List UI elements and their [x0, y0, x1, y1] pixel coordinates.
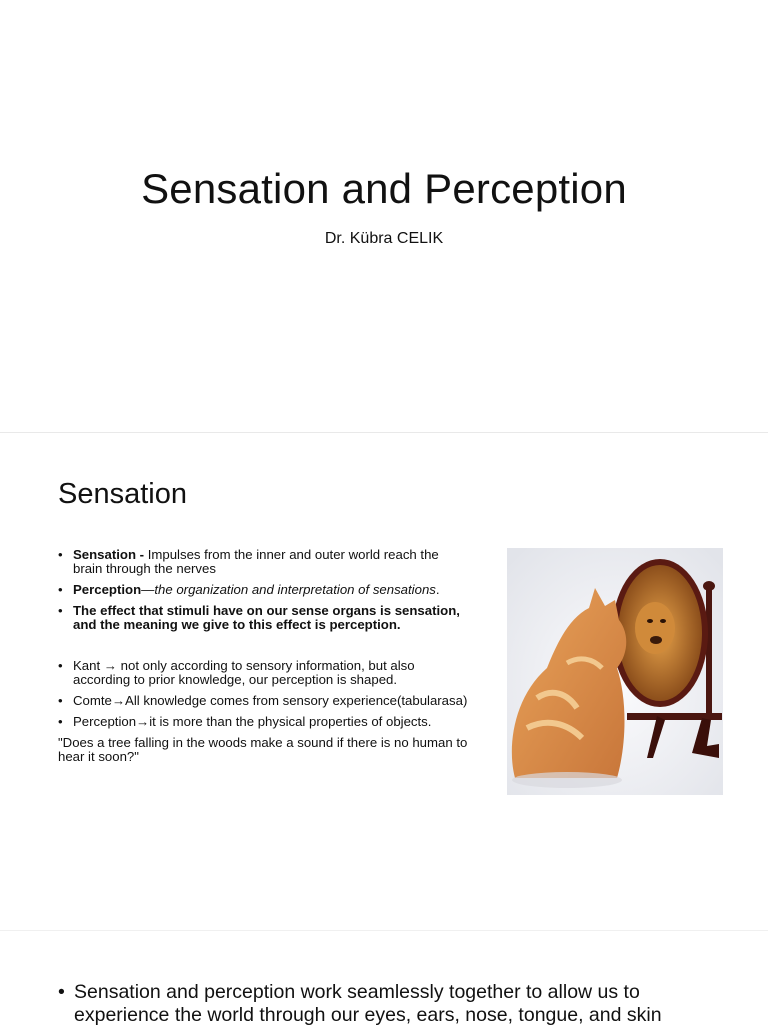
- list-item: • Sensation and perception work seamlessly together to allow us to experience the world through our eyes, ears, nose, tongue, and skin: [58, 981, 734, 1027]
- comte-text: All knowledge comes from sensory experience(tabularasa): [125, 693, 468, 708]
- kant-text: not only according to sensory information, but also according to prior knowledge, our perception is shaped.: [73, 658, 415, 687]
- arrow-right-icon: →: [111, 693, 126, 708]
- list-item: [58, 694, 468, 708]
- list-item: [58, 583, 468, 597]
- kitten-mirror-lion-image: [507, 548, 723, 795]
- perception-text: it is more than the physical properties of objects.: [149, 714, 432, 729]
- sensation-slide: [0, 440, 768, 920]
- perception-label: Perception: [73, 714, 137, 729]
- author-name: Dr. Kübra CELIK: [324, 230, 444, 247]
- slide-title: Sensation: [58, 478, 187, 510]
- quote-text: "Does a tree falling in the woods make a sound if there is no human to hear it soon?": [58, 735, 468, 764]
- list-item: [58, 715, 468, 729]
- term-sensation: Sensation -: [73, 547, 145, 562]
- arrow-right-icon: →: [103, 658, 117, 673]
- definition-text: Impulses from the inner and outer world reach the brain through the nerves: [73, 547, 439, 576]
- kant-label: Kant: [73, 658, 104, 673]
- comte-label: Comte: [73, 693, 112, 708]
- slide-3: [0, 975, 768, 1024]
- page-title: Sensation and Perception: [141, 165, 627, 212]
- bold-statement: The effect that stimuli have on our sense organs is sensation, and the meaning we give to this effect is perception.: [73, 603, 460, 632]
- arrow-right-icon: →: [136, 714, 150, 729]
- slide-divider: [0, 432, 768, 433]
- list-item: [58, 659, 468, 687]
- list-item: [58, 548, 468, 576]
- term-perception: Perception: [73, 582, 142, 597]
- period: .: [435, 582, 440, 597]
- definition-text: the organization and interpretation of sensations: [154, 582, 436, 597]
- list-item: [58, 604, 468, 632]
- bullet-list: [58, 548, 468, 764]
- em-dash: —: [141, 582, 155, 597]
- slide-divider: [0, 930, 768, 931]
- title-slide: [0, 0, 768, 430]
